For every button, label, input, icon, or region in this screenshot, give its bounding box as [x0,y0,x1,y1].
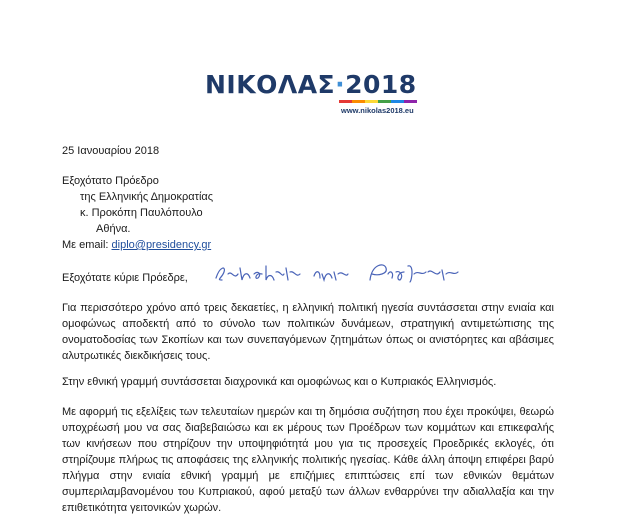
recipient-line: Εξοχότατο Πρόεδρο [62,175,159,187]
letter-paragraph: Στην εθνική γραμμή συντάσσεται διαχρονικά και ομοφώνως και ο Κυπριακός Ελληνισμός. [62,376,497,388]
logo-bar-segment [391,100,404,103]
logo-name: ΝΙΚΟΛΑΣ [205,70,336,99]
email-link[interactable]: diplo@presidency.gr [111,239,212,251]
logo-year: 2018 [345,70,417,99]
recipient-line: της Ελληνικής Δημοκρατίας [80,191,214,203]
logo-bar-segment [365,100,378,103]
logo-url: www.nikolas2018.eu [341,106,414,115]
logo-color-bar [339,100,417,103]
logo-bar-segment [352,100,365,103]
recipient-email-line [62,237,213,253]
logo-wordmark [205,70,417,99]
recipient-line: Αθήνα. [96,223,131,235]
logo-bar-segment [404,100,417,103]
recipient-address [62,173,213,253]
recipient-line: κ. Προκόπη Παυλόπουλο [80,207,203,219]
handwritten-salutation-signature [210,260,470,286]
letter-paragraph: Με αφορμή τις εξελίξεις των τελευταίων ημερών και τη δημόσια συζήτηση που έχει προκύψει, θεωρώ υποχρέωσή μου να σας διαβεβαιώσω και εκ μέρους των Προέδρων των κομμάτων και επικεφαλής των κινήσεων που στηρίζουν την υποψηφιότητά μου για τις προσεχείς Προεδρικές εκλογές, ότι στηρίζουμε πλήρως τις αποφάσεις της ελληνικής πολιτικής ηγεσίας. Κάθε άλλη άποψη επιφέρει βαρύ πλήγμα στην ενιαία εθνική γραμμή με επιζήμιες επιπτώσεις επί των εθνικών θεμάτων συμπεριλαμβανομένου του Κυπριακού, αφού μεταξύ των άλλων ενθαρρύνει την αδιαλλαξία και την επιθετικότητα γειτονικών χωρών. [62,406,554,514]
logo-bar-segment [339,100,352,103]
letter-date: 25 Ιανουαρίου 2018 [62,145,160,157]
logo-bar-segment [378,100,391,103]
campaign-logo [205,70,425,120]
letter-paragraph: Για περισσότερο χρόνο από τρεις δεκαετίες, η ελληνική πολιτική ηγεσία συντάσσεται στην ενιαία και ομοφώνως αποδεκτή από το σύνολο των πολιτικών δυνάμεων, στρατηγική αντιμετώπισης της ονοματοδοσίας των Σκοπίων και των συνεπαγόμενων ζητημάτων όπως οι ανιστόρητες και αβάσιμες αλυτρωτικές διεκδικήσεις τους. [62,302,554,362]
email-label: Με email: [62,239,112,251]
logo-separator: · [335,70,346,99]
salutation: Εξοχότατε κύριε Πρόεδρε, [62,272,188,284]
